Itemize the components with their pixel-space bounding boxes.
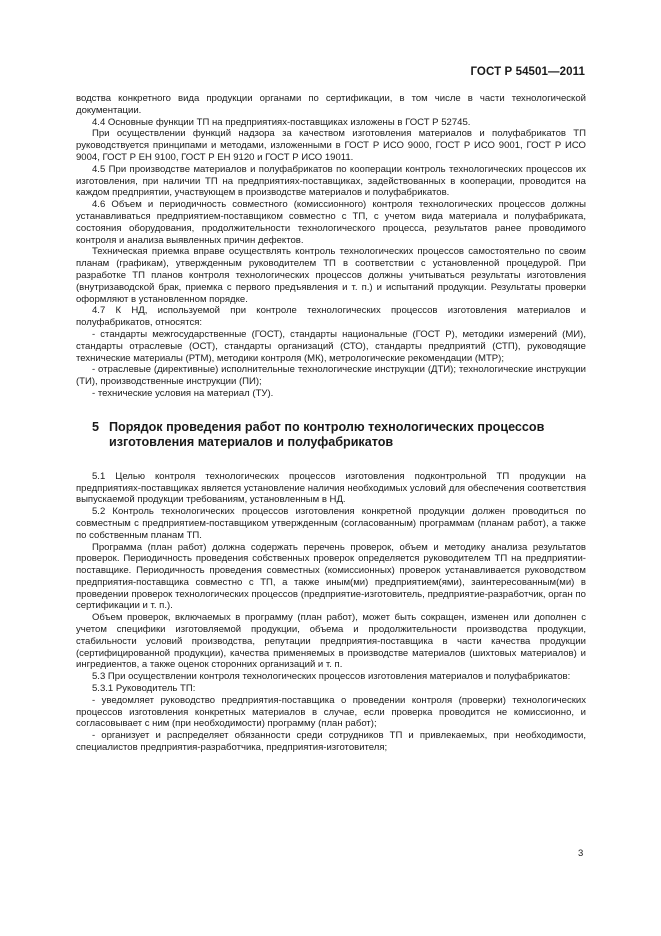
paragraph: При осуществлении функций надзора за качеством изготовления материалов и полуфабрикатов ТП руководствуется принципами и методами, изложенными в ГОСТ Р ИСО 9000, ГОСТ Р ИСО 9001, ГОСТ Р ИСО 9004, ГОСТ Р ЕН 9100, ГОСТ Р ЕН 9120 и ГОСТ Р ИСО 19011. [76, 128, 586, 163]
paragraph: Программа (план работ) должна содержать перечень проверок, объем и методику анализа результатов проверок. Периодичность проведения собственных проверок определяется руководителем ТП на предприятии-поставщике. Периодичность проведения совместных (комиссионных) проверок устанавливается руководством предприятия-поставщика совместно с ТП, а также иным(ми) предприятием(ями), заинтересованным(ми) в проведении проверок технологических процессов (предприятие-изготовитель, предприятие-разработчик, орган по сертификации и т. п.). [76, 541, 586, 612]
paragraph: - технические условия на материал (ТУ). [92, 387, 274, 399]
paragraphs-after-section [76, 471, 586, 754]
paragraph: 4.5 При производстве материалов и полуфабрикатов по кооперации контроль технологических процессов их изготовления, при наличии ТП на предприятиях-поставщиках, задействованных в кооперации, проводится на каждом предприятии, участвующем в производстве материалов и полуфабрикатов. [76, 163, 586, 199]
section-title-line2: изготовления материалов и полуфабрикатов [109, 434, 394, 449]
paragraph: - стандарты межгосударственные (ГОСТ), стандарты национальные (ГОСТ Р), методики измерений (МИ), стандарты отраслевые (ОСТ), стандарты организаций (СТО), стандарты предприятий (СТП), руководящие технические материалы (РТМ), методики контроля (МК), метрологические рекомендации (МТР); [76, 328, 586, 364]
paragraph: Техническая приемка вправе осуществлять контроль технологических процессов самостоятельно по своим планам (графикам), утвержденным руководителем ТП в соответствии с установленной процедурой. При разработке ТП планов контроля технологических процессов должны учитываться результаты изготовления (внутризаводской брак, приемка с первого предъявления и т. п.) и испытаний продукции. Результаты проверки оформляют в установленном порядке. [76, 246, 586, 305]
section-number: 5 [92, 419, 100, 434]
paragraph: 5.1 Целью контроля технологических процессов изготовления подконтрольной ТП продукции на предприятиях-поставщиках является установление наличия необходимых условий для обеспечения соответствия выпускаемой продукции требованиям, установленным в НД. [76, 470, 586, 506]
paragraph: 4.6 Объем и периодичность совместного (комиссионного) контроля технологических процессов должны устанавливаться предприятием-поставщиком совместно с ТП, с учетом вида материала и полуфабриката, состояния оборудования, продолжительности технологического процесса, результатов ранее проводимого контроля и анализа выявленных причин дефектов. [76, 199, 586, 246]
paragraph: - отраслевые (директивные) исполнительные технологические инструкции (ДТИ); технологические инструкции (ТИ), производственные инструкции (ПИ); [76, 364, 586, 388]
paragraphs-before-section [76, 93, 586, 400]
page-number: 3 [578, 848, 584, 859]
section-title-line1: Порядок проведения работ по контролю технологических процессов [109, 419, 545, 434]
paragraph: водства конкретного вида продукции органами по сертификации, в том числе в части технологической документации. [76, 93, 586, 116]
paragraph: 5.3 При осуществлении контроля технологических процессов изготовления материалов и полуфабрикатов: [92, 671, 571, 683]
section-heading [76, 420, 586, 450]
document-code-header: ГОСТ Р 54501—2011 [470, 66, 585, 78]
paragraph: - уведомляет руководство предприятия-поставщика о проведении контроля (проверки) технологических процессов изготовления конкретных материалов в случае, если проверка проводится не комиссионно, и согласовывает с ним (при необходимости) программу (план работ); [76, 694, 586, 730]
document-body [76, 93, 586, 754]
paragraph: 5.2 Контроль технологических процессов изготовления конкретной продукции должен проводиться по совместным с предприятием-поставщиком утвержденным (согласованным) программам (планам работ), а также по собственным планам ТП. [76, 506, 586, 541]
paragraph: - организует и распределяет обязанности среди сотрудников ТП и привлекаемых, при необходимости, специалистов предприятия-разработчика, предприятия-изготовителя; [76, 730, 586, 754]
paragraph: 5.3.1 Руководитель ТП: [92, 683, 196, 695]
paragraph: 4.4 Основные функции ТП на предприятиях-поставщиках изложены в ГОСТ Р 52745. [92, 116, 471, 128]
paragraph: 4.7 К НД, используемой при контроле технологических процессов изготовления материалов и полуфабрикатов, относятся: [76, 305, 586, 329]
paragraph: Объем проверок, включаемых в программу (план работ), может быть сокращен, изменен или дополнен с учетом специфики изготовляемой продукции, объема и продолжительности производства продукции, стабильности условий производства, репутации предприятия-поставщика в части качества продукции (сертифицированной продукции), качества применяемых в производстве материалов (шихтовых материалов) и ингредиентов, а также оценок сторонних организаций и т. п. [76, 612, 586, 671]
